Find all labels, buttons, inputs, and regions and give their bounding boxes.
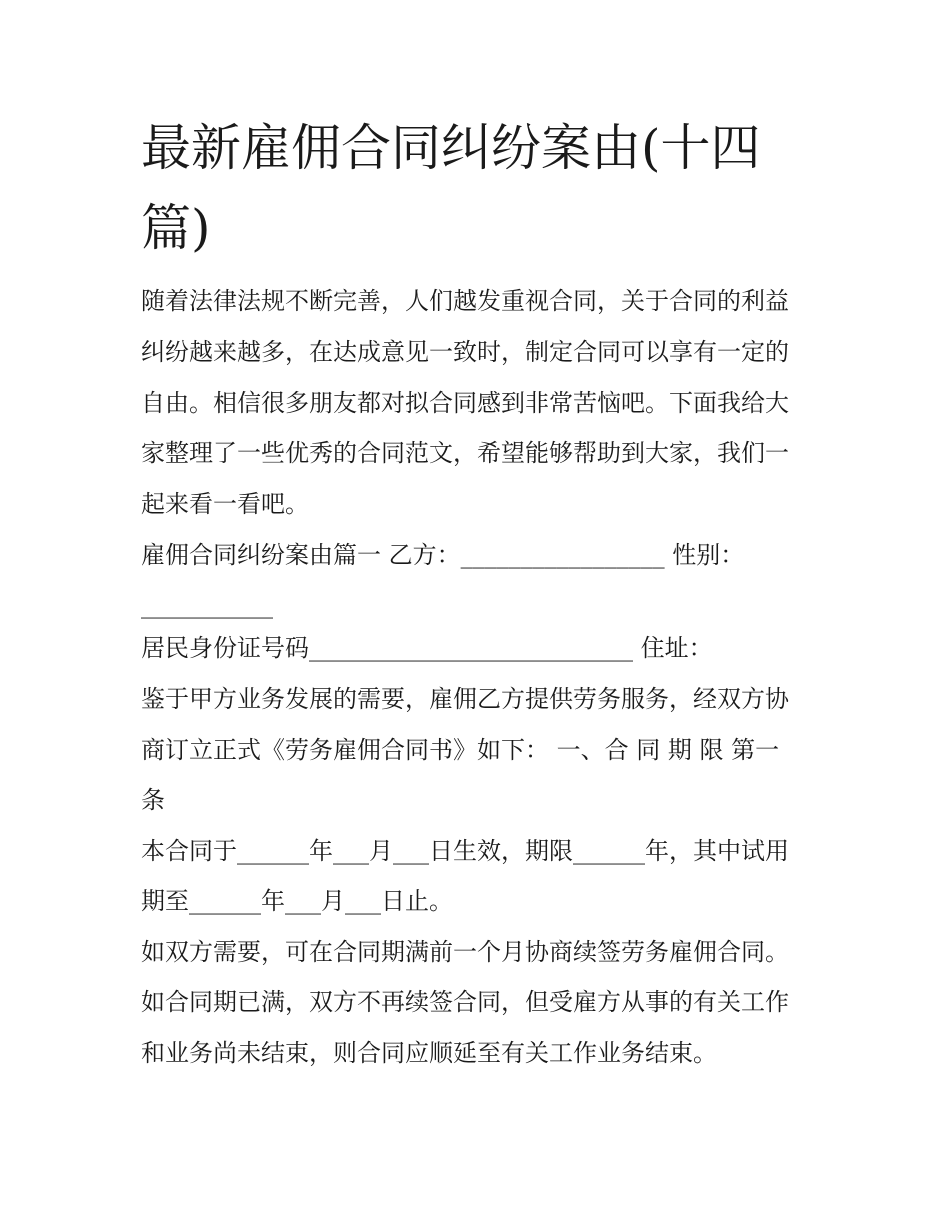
document-title-line-2: 篇) [141,199,211,257]
body-line-7: ___________ [141,591,273,619]
body-line-12: 本合同于______年___月___日生效，期限______年，其中试用 [141,837,789,865]
body-line-1: 随着法律法规不断完善，人们越发重视合同，关于合同的利益 [141,287,789,315]
body-line-4: 家整理了一些优秀的合同范文，希望能够帮助到大家，我们一 [141,439,789,467]
body-line-11: 条 [141,786,165,814]
document-title-line-1: 最新雇佣合同纠纷案由(十四 [141,119,761,177]
body-line-13: 期至______年___月___日止。 [141,887,453,915]
body-line-2: 纠纷越来越多，在达成意见一致时，制定合同可以享有一定的 [141,338,789,366]
body-line-15: 如合同期已满，双方不再续签合同，但受雇方从事的有关工作 [141,988,789,1016]
body-line-9: 鉴于甲方业务发展的需要，雇佣乙方提供劳务服务，经双方协 [141,685,789,713]
body-line-3: 自由。相信很多朋友都对拟合同感到非常苦恼吧。下面我给大 [141,389,789,417]
body-line-16: 和业务尚未结束，则合同应顺延至有关工作业务结束。 [141,1039,717,1067]
body-line-8: 居民身份证号码___________________________ 住址： [141,634,713,662]
body-line-10: 商订立正式《劳务雇佣合同书》如下： 一、合 同 期 限 第一 [141,736,780,764]
body-line-6: 雇佣合同纠纷案由篇一 乙方：_________________ 性别： [141,541,745,569]
body-line-5: 起来看一看吧。 [141,490,309,518]
body-line-14: 如双方需要，可在合同期满前一个月协商续签劳务雇佣合同。 [141,938,789,966]
